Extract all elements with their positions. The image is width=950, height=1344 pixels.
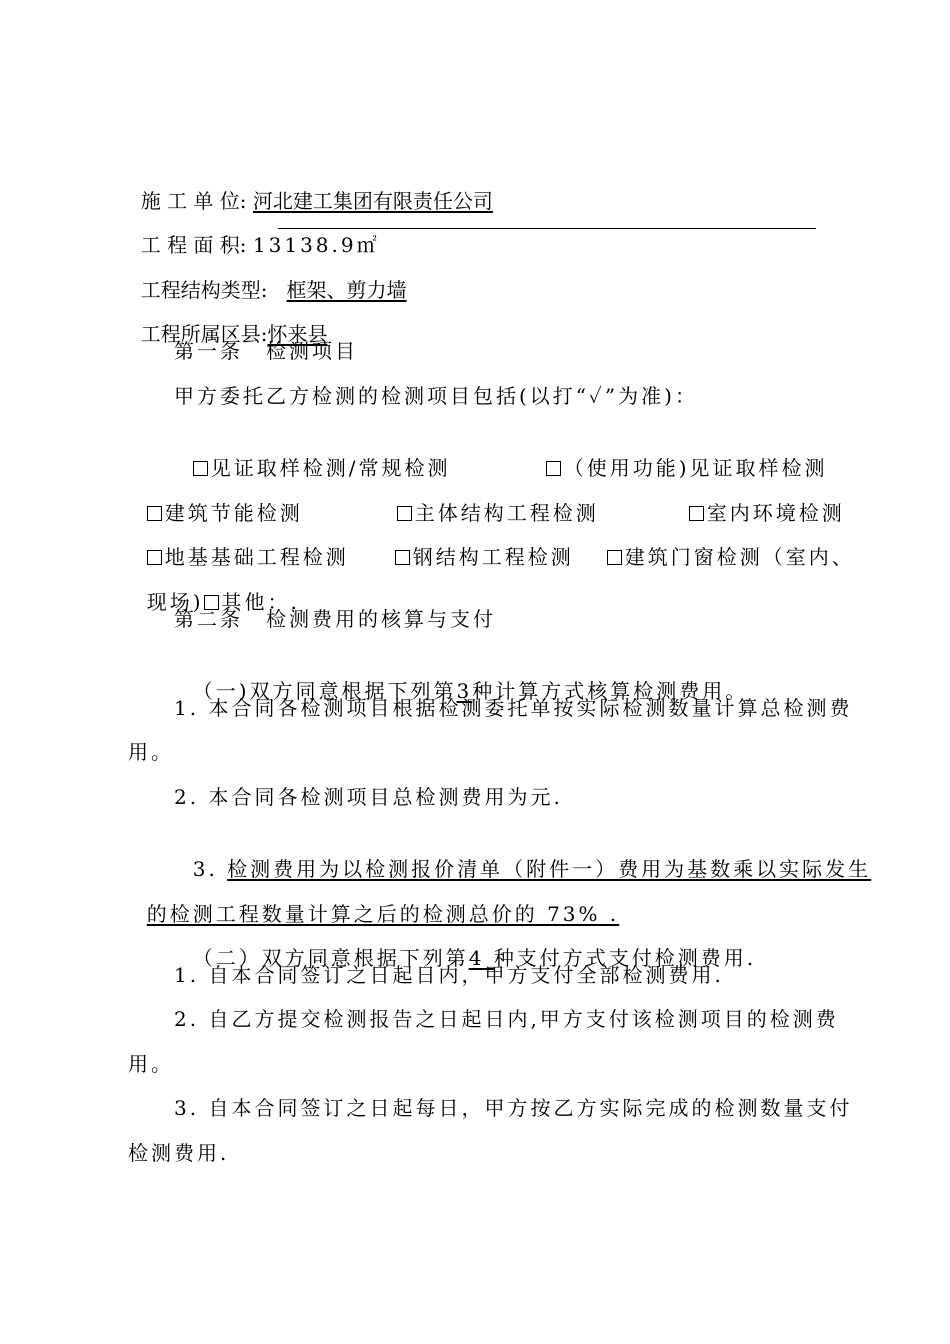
calc-option-2: 2. 本合同各检测项目总检测费用为元. xyxy=(174,785,563,809)
calc-method-intro: （一)双方同意根据下列第3种计算方式核算检测费用。 xyxy=(192,679,749,703)
construction-unit-value: 河北建工集团有限责任公司 xyxy=(252,189,493,213)
project-area-row xyxy=(128,203,380,257)
payment-method-intro: （二）双方同意根据下列第4 种支付方式支付检测费用. xyxy=(192,946,757,970)
checkbox-item-indoor-environment[interactable]: 室内环境检测 xyxy=(670,471,845,499)
doors-windows-continued: 现场) xyxy=(146,590,204,614)
checkbox-item-steel-structure[interactable]: 钢结构工程检测 xyxy=(376,515,574,543)
checkbox-item-usage-function[interactable]: （使用功能)见证取样检测 xyxy=(527,426,828,454)
payment-option-1: 1. 自本合同签订之日起日内，甲方支付全部检测费用. xyxy=(174,963,724,987)
construction-unit-label: 施 工 单 位: xyxy=(140,189,247,213)
project-area-value: 13138.9㎡ xyxy=(252,233,380,257)
payment-option-3-line2: 检测费用. xyxy=(128,1141,230,1165)
checkbox-item-doors-windows[interactable]: 建筑门窗检测（室内、 xyxy=(588,515,855,543)
article2-title: 第二条 检测费用的核算与支付 xyxy=(174,607,496,631)
article1-title: 第一条 检测项目 xyxy=(174,339,358,363)
checkbox-item-energy-saving[interactable]: 建筑节能检测 xyxy=(128,471,303,499)
article1-intro: 甲方委托乙方检测的检测项目包括(以打“✓”为准)： xyxy=(174,384,698,408)
construction-unit-row xyxy=(128,159,493,213)
checkbox-icon[interactable] xyxy=(607,550,622,565)
calc-option-1-line2: 用。 xyxy=(128,740,174,764)
calc-option-3-line2: 的检测工程数量计算之后的检测总价的 73% . xyxy=(146,902,620,926)
structure-type-label: 工程结构类型: xyxy=(140,278,268,302)
checkbox-row-other xyxy=(128,560,300,614)
district-label: 工程所属区县: xyxy=(140,322,268,346)
checkbox-item-other: 其他：. xyxy=(221,590,300,614)
payment-option-2-line2: 用。 xyxy=(128,1052,174,1076)
structure-type-value: 框架、剪力墙 xyxy=(286,278,407,302)
calc-method-choice: 3 xyxy=(456,679,473,703)
calc-option-1-line1: 1. 本合同各检测项目根据检测委托单按实际检测数量计算总检测费 xyxy=(174,696,853,720)
district-value: 怀来县 xyxy=(267,322,328,346)
payment-option-3-line1: 3. 自本合同签订之日起每日，甲方按乙方实际完成的检测数量支付 xyxy=(174,1096,853,1120)
structure-type-row xyxy=(128,248,407,302)
project-area-label: 工 程 面 积: xyxy=(140,233,247,257)
payment-option-2-line1: 2. 自乙方提交检测报告之日起日内,甲方支付该检测项目的检测费 xyxy=(174,1007,839,1031)
calc-option-3-line1: 3. 检测费用为以检测报价清单（附件一）费用为基数乘以实际发生 xyxy=(192,857,872,881)
project-area-underline xyxy=(278,228,816,229)
checkbox-icon[interactable] xyxy=(395,550,410,565)
district-row xyxy=(128,292,328,346)
checkbox-item-foundation[interactable]: 地基基础工程检测 xyxy=(128,515,349,543)
payment-method-choice: 4 xyxy=(468,946,494,970)
checkbox-item-main-structure[interactable]: 主体结构工程检测 xyxy=(378,471,599,499)
checkbox-item-witness-sampling[interactable]: 见证取样检测/常规检测 xyxy=(174,426,450,454)
